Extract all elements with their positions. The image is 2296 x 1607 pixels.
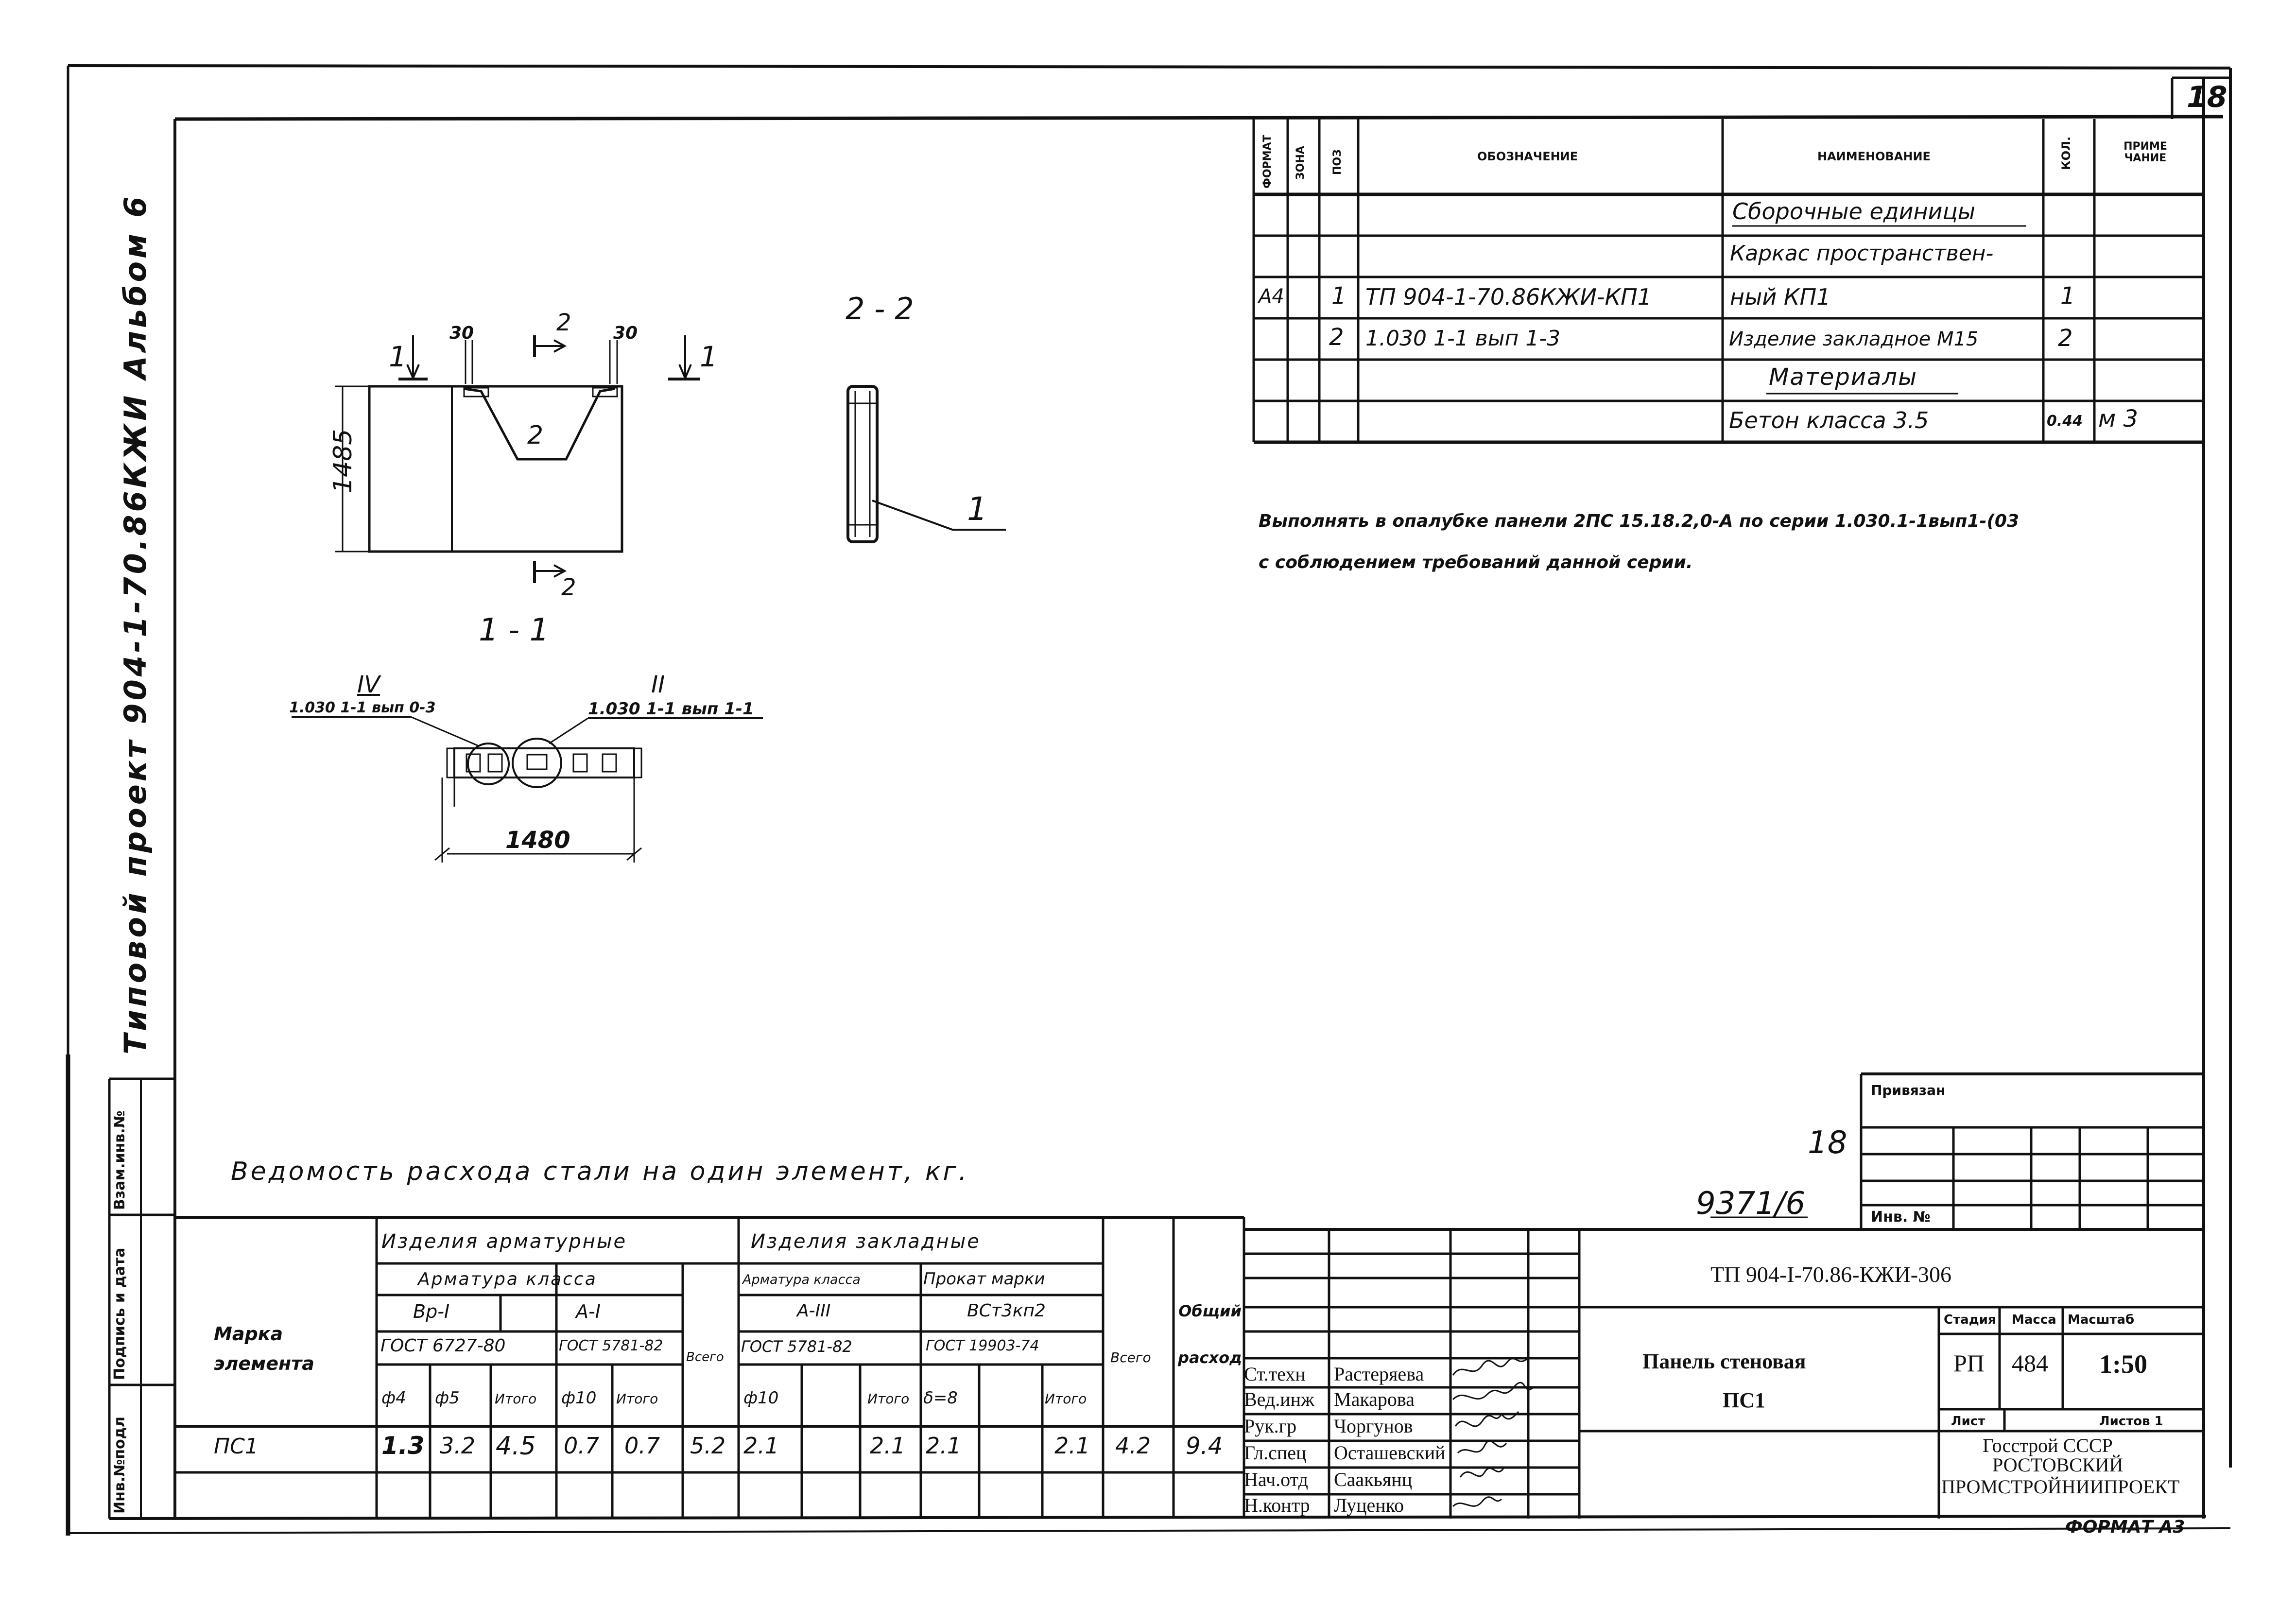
steel-col-itogo3: Итого (867, 1391, 910, 1407)
spec-row-4-qty: 2 (2058, 325, 2073, 352)
stamp-org-2: РОСТОВСКИЙ (1992, 1454, 2123, 1476)
stamp-role-5: Нач.отд (1244, 1469, 1308, 1490)
dim-1480: 1480 (505, 827, 570, 854)
stamp-mass-header: Масса (2012, 1313, 2056, 1327)
side-title: Типовой проект 904-1-70.86КЖИ Альбом 6 (118, 193, 153, 1054)
steel-vst: ВСт3кп2 (967, 1301, 1046, 1321)
steel-gost3: ГОСТ 5781-82 (741, 1337, 852, 1356)
steel-group2: Изделия закладные (751, 1230, 981, 1253)
spec-row-3-qty: 1 (2060, 282, 2075, 310)
note-line-1: Выполнять в опалубке панели 2ПС 15.18.2,0-А по серии 1.030.1-1вып1-(03 (1259, 511, 2020, 531)
steel-gost1: ГОСТ 6727-80 (380, 1336, 506, 1356)
steel-total2: Всего (1110, 1349, 1151, 1365)
stamp-hand-inv: 9371/6 (1696, 1186, 1806, 1222)
stamp-name-1: Растеряева (1334, 1363, 1424, 1385)
note-line-2: с соблюдением требований данной серии. (1259, 553, 1693, 572)
steel-group2-sub-a: Арматура класса (742, 1272, 861, 1287)
steel-col-f4: ф4 (381, 1388, 406, 1408)
stamp-name-6: Луценко (1334, 1494, 1404, 1516)
steel-row-v4: 0.7 (624, 1433, 660, 1459)
spec-header-format: ФОРМАТ (1261, 135, 1274, 189)
steel-col-f10a: ф10 (561, 1388, 597, 1408)
section-22-label: 2 - 2 (846, 291, 914, 327)
steel-group1-sub: Арматура класса (418, 1269, 597, 1289)
spec-row-4-name: Изделие закладное М15 (1729, 328, 1979, 350)
spec-row-6-note: м 3 (2098, 405, 2139, 432)
dim-30-right: 30 (613, 323, 638, 343)
stamp-role-3: Рук.гр (1244, 1415, 1297, 1437)
position-2-label: 2 (527, 421, 544, 450)
stamp-role-2: Вед.инж (1244, 1388, 1314, 1410)
stamp-name-2: Макарова (1334, 1388, 1415, 1410)
section-mark-1-right: 1 (700, 340, 718, 373)
spec-row-5-name: Материалы (1769, 363, 1917, 391)
steel-row-mark: ПС1 (214, 1434, 259, 1459)
steel-a3: A-III (797, 1301, 831, 1321)
format-label: ФОРМАТ А3 (2065, 1517, 2185, 1537)
stamp-mass: 484 (2012, 1349, 2048, 1377)
spec-header-zone: ЗОНА (1295, 146, 1307, 180)
spec-row-6-qty: 0.44 (2047, 413, 2083, 430)
stamp-stage-header: Стадия (1944, 1313, 1996, 1327)
stamp-hand-18: 18 (1808, 1125, 1847, 1161)
steel-row-v1: 3.2 (440, 1433, 476, 1459)
steel-row-v7: 2.1 (870, 1433, 906, 1459)
steel-row-v6: 2.1 (743, 1433, 779, 1459)
spec-header-name: НАИМЕНОВАНИЕ (1817, 150, 1931, 163)
section-mark-1-left: 1 (389, 340, 407, 373)
steel-row-v3: 0.7 (564, 1433, 600, 1459)
side-stamp-inv: Инв.№подл (111, 1417, 128, 1514)
spec-row-3-format: А4 (1259, 285, 1284, 308)
stamp-role-4: Гл.спец (1244, 1442, 1307, 1464)
spec-row-2-name: Каркас пространствен- (1730, 241, 1994, 266)
steel-row-v8: 2.1 (926, 1433, 962, 1459)
spec-row-4-designation: 1.030 1-1 вып 1-3 (1365, 326, 1561, 351)
steel-col-itogo4: Итого (1045, 1391, 1087, 1407)
stamp-role-6: Н.контр (1244, 1494, 1310, 1516)
steel-col-d8: δ=8 (923, 1388, 958, 1408)
spec-header-note: ПРИМЕ ЧАНИЕ (2123, 140, 2167, 165)
steel-table-title: Ведомость расхода стали на один элемент, кг. (231, 1157, 969, 1186)
steel-group2-sub-b: Прокат марки (923, 1269, 1045, 1289)
stamp-org-3: ПРОМСТРОЙНИИПРОЕКТ (1941, 1476, 2180, 1498)
steel-col-itogo2: Итого (616, 1391, 658, 1407)
stamp-name-5: Саакьянц (1334, 1469, 1413, 1490)
steel-row-v9: 2.1 (1054, 1433, 1090, 1459)
spec-row-1-name: Сборочные единицы (1732, 198, 1976, 225)
stamp-role-1: Ст.техн (1244, 1363, 1306, 1385)
steel-col-itogo1: Итого (495, 1391, 537, 1407)
steel-mark-header: Марка элемента (214, 1323, 314, 1374)
stamp-privyazan: Привязан (1871, 1082, 1946, 1098)
steel-total1: Всего (686, 1350, 724, 1365)
spec-header-designation: ОБОЗНАЧЕНИЕ (1477, 150, 1578, 163)
callout-iv-ref: 1.030 1-1 вып 0-3 (289, 699, 436, 716)
steel-row-v10: 4.2 (1115, 1433, 1151, 1459)
stamp-org-1: Госстрой СССР (1983, 1434, 2113, 1456)
section-mark-2-bottom: 2 (561, 574, 576, 601)
section-mark-2-top: 2 (556, 309, 571, 336)
spec-header-pos: ПОЗ (1331, 149, 1344, 175)
steel-row-v2: 4.5 (496, 1432, 536, 1461)
callout-ii-ref: 1.030 1-1 вып 1-1 (588, 699, 754, 719)
stamp-stage: РП (1953, 1349, 1985, 1377)
steel-bp1: Bp-I (413, 1301, 450, 1322)
stamp-name-3: Чоргунов (1334, 1415, 1413, 1437)
stamp-scale: 1:50 (2099, 1349, 2147, 1379)
steel-gost2: ГОСТ 5781-82 (559, 1337, 663, 1354)
stamp-name-4: Осташевский (1334, 1442, 1446, 1464)
spec-header-qty: КОЛ. (2059, 136, 2073, 170)
steel-a1: A-I (576, 1301, 601, 1322)
section-11-label: 1 - 1 (479, 612, 550, 648)
stamp-sheet-header: Лист (1951, 1414, 1985, 1429)
stamp-name-line1: Панель стеновая (1642, 1349, 1806, 1373)
stamp-scale-header: Масштаб (2068, 1313, 2135, 1327)
spec-row-6-name: Бетон класса 3.5 (1729, 407, 1929, 433)
side-stamp-sign: Подпись и дата (111, 1247, 128, 1380)
spec-row-3-name: ный КП1 (1730, 284, 1831, 310)
stamp-inv-no: Инв. № (1871, 1209, 1931, 1226)
steel-row-v0: 1.3 (381, 1432, 425, 1460)
dim-30-left: 30 (449, 323, 474, 343)
steel-row-v5: 5.2 (690, 1433, 726, 1459)
steel-row-v11: 9.4 (1186, 1433, 1223, 1460)
position-1-label: 1 (967, 490, 987, 528)
side-stamp-replace: Взам.инв.№ (111, 1110, 128, 1210)
stamp-name-line2: ПС1 (1723, 1388, 1765, 1412)
spec-row-3-pos: 1 (1331, 282, 1347, 310)
steel-group1: Изделия арматурные (381, 1230, 627, 1253)
spec-row-3-designation: ТП 904-1-70.86КЖИ-КП1 (1365, 284, 1652, 310)
steel-gost4: ГОСТ 19903-74 (926, 1337, 1039, 1354)
dim-1485: 1485 (328, 429, 358, 493)
callout-ii: II (651, 671, 665, 698)
steel-col-f5: ф5 (435, 1388, 460, 1408)
steel-col-f10b: ф10 (743, 1388, 779, 1408)
stamp-sheets-header: Листов 1 (2099, 1414, 2163, 1429)
callout-iv: IV (357, 671, 380, 698)
stamp-code: ТП 904-I-70.86-КЖИ-306 (1710, 1262, 1952, 1287)
steel-common: Общий расход (1178, 1302, 1242, 1367)
sheet-number: 18 (2187, 80, 2227, 114)
spec-row-4-pos: 2 (1329, 324, 1344, 351)
